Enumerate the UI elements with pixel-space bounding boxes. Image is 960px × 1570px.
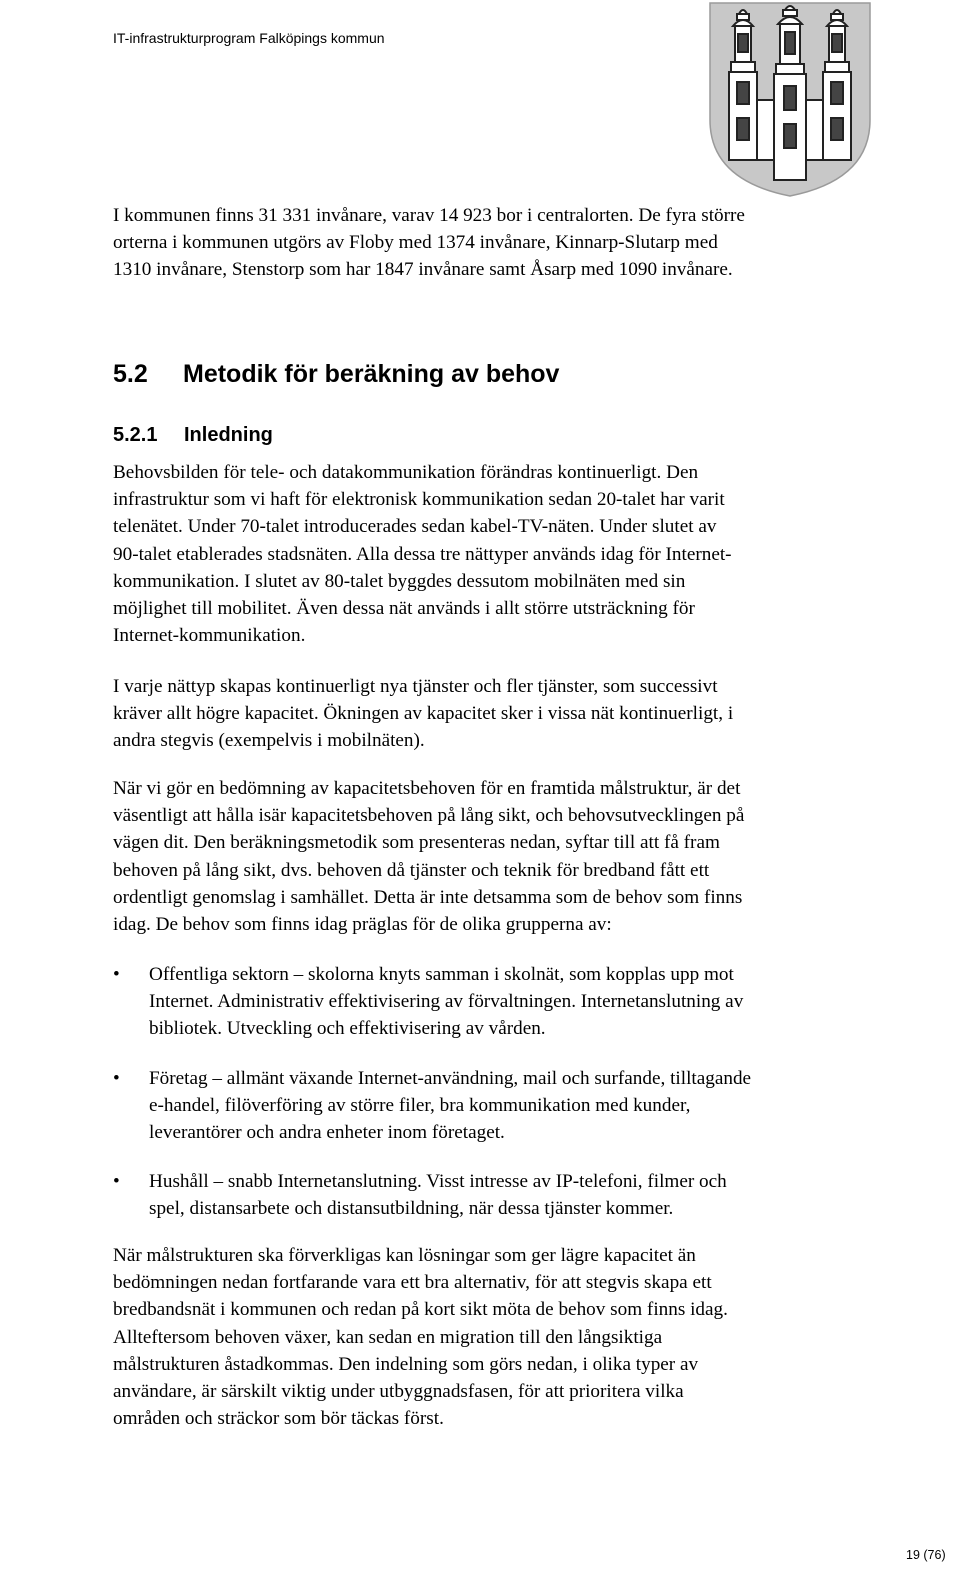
text-line: användare, är särskilt viktig under utbyggnadsfasen, för att prioritera vilka (113, 1381, 684, 1403)
text-line: leverantörer och andra enheter inom företaget. (149, 1122, 505, 1144)
text-line: idag. De behov som finns idag präglas för de olika grupperna av: (113, 914, 612, 936)
page-number: 19 (76) (906, 1548, 946, 1562)
section-number: 5.2 (113, 360, 148, 388)
municipal-coat-of-arms-icon (705, 0, 875, 198)
text-line: Internet. Administrativ effektivisering av förvaltningen. Internetanslutning av (149, 991, 744, 1013)
subsection-number: 5.2.1 (113, 424, 158, 446)
text-line: Offentliga sektorn – skolorna knyts samman i skolnät, som kopplas upp mot (149, 964, 734, 985)
paragraph (113, 459, 903, 649)
text-line: vägen dit. Den beräkningsmetodik som presenteras nedan, syftar till att få fram (113, 832, 720, 854)
section-heading (113, 360, 559, 389)
text-line: andra stegvis (exempelvis i mobilnäten). (113, 730, 425, 752)
document-header: IT-infrastrukturprogram Falköpings kommun (113, 30, 385, 46)
text-line: I kommunen finns 31 331 invånare, varav 14 923 bor i centralorten. De fyra större (113, 205, 745, 226)
text-line: Allteftersom behoven växer, kan sedan en migration till den långsiktiga (113, 1326, 663, 1348)
text-line: Hushåll – snabb Internetanslutning. Visst intresse av IP-telefoni, filmer och (149, 1171, 727, 1192)
subsection-title: Inledning (184, 424, 273, 446)
text-line: bibliotek. Utveckling och effektivisering av vården. (149, 1018, 546, 1040)
text-line: behoven på lång sikt, dvs. behoven då tjänster och teknik för bredband fått ett (113, 859, 710, 881)
paragraph (113, 775, 903, 938)
text-line: områden och sträckor som bör täckas först. (113, 1408, 444, 1430)
text-line: 90-talet etablerades stadsnäten. Alla dessa tre nättyper används idag för Internet- (113, 543, 732, 565)
paragraph (113, 1242, 903, 1432)
text-line: kommunikation. I slutet av 80-talet byggdes dessutom mobilnäten med sin (113, 570, 686, 592)
text-line: bedömningen nedan fortfarande vara ett bra alternativ, för att stegvis skapa ett (113, 1272, 712, 1294)
subsection-heading (113, 424, 273, 447)
text-line: möjlighet till mobilitet. Även dessa nät används i allt större utsträckning för (113, 598, 695, 620)
text-line: ordentligt genomslag i samhället. Detta är inte detsamma som de behov som finns (113, 886, 743, 908)
text-line: I varje nättyp skapas kontinuerligt nya tjänster och fler tjänster, som successivt (113, 676, 718, 697)
text-line: 1310 invånare, Stenstorp som har 1847 invånare samt Åsarp med 1090 invånare. (113, 259, 733, 281)
text-line: Behovsbilden för tele- och datakommunikation förändras kontinuerligt. Den (113, 462, 699, 483)
intro-paragraph (113, 202, 903, 284)
section-title: Metodik för beräkning av behov (183, 360, 560, 388)
text-line: kräver allt högre kapacitet. Ökningen av kapacitet sker i vissa nät kontinuerligt, i (113, 703, 734, 725)
text-line: e-handel, filöverföring av större filer, bra kommunikation med kunder, (149, 1095, 691, 1117)
paragraph (113, 673, 903, 755)
text-line: När målstrukturen ska förverkligas kan lösningar som ger lägre kapacitet än (113, 1245, 696, 1266)
text-line: spel, distansarbete och distansutbildning, när dessa tjänster kommer. (149, 1198, 674, 1220)
bullet-marker: • (113, 1171, 120, 1192)
text-line: telenätet. Under 70-talet introducerades sedan kabel-TV-näten. Under slutet av (113, 516, 717, 538)
text-line: Företag – allmänt växande Internet-användning, mail och surfande, tilltagande (149, 1068, 752, 1089)
bullet-marker: • (113, 964, 120, 985)
bullet-marker: • (113, 1068, 120, 1089)
text-line: orterna i kommunen utgörs av Floby med 1374 invånare, Kinnarp-Slutarp med (113, 232, 718, 254)
text-line: väsentligt att hålla isär kapacitetsbehoven på lång sikt, och behovsutvecklingen på (113, 805, 745, 827)
text-line: infrastruktur som vi haft för elektronisk kommunikation sedan 20-talet har varit (113, 489, 725, 511)
text-line: bredbandsnät i kommunen och redan på kort sikt möta de behov som finns idag. (113, 1299, 728, 1321)
text-line: målstrukturen åstadkommas. Den indelning som görs nedan, i olika typer av (113, 1353, 699, 1375)
text-line: När vi gör en bedömning av kapacitetsbehoven för en framtida målstruktur, är det (113, 778, 741, 799)
text-line: Internet-kommunikation. (113, 625, 306, 647)
